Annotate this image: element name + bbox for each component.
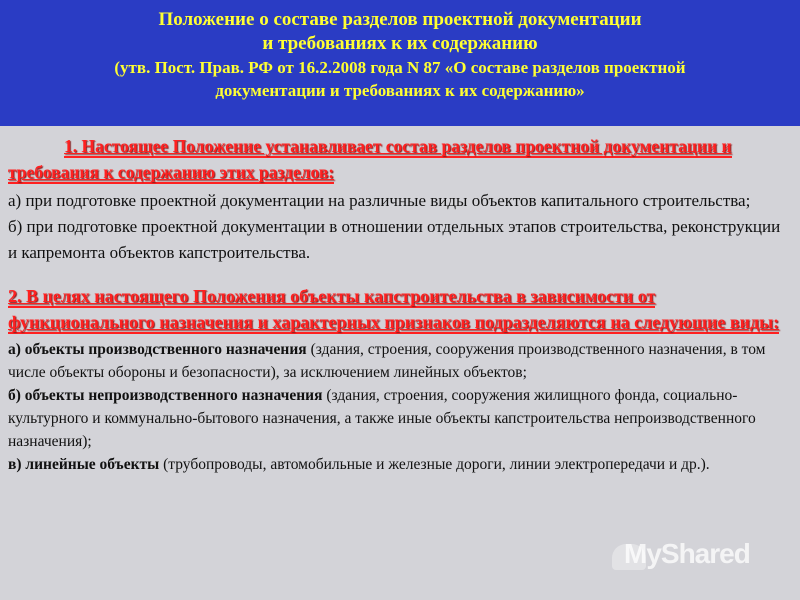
- section-2-item-b-text: (здания, строения, сооружения жилищного фонда, социально-культурного и коммунально-бытового назначения, а также иные объекты капстроительства непроизводственного назначения);: [8, 387, 756, 450]
- watermark: MyShared: [624, 538, 750, 569]
- section-2-item-a-text: (здания, строения, сооружения производственного назначения, в том числе объекты обороны и безопасности), за исключением линейных объектов;: [8, 341, 766, 381]
- section-2-item-a-label: а) объекты производственного назначения: [8, 341, 307, 358]
- section-2-item-c: [8, 453, 788, 476]
- section-2-item-b-label: б) объекты непроизводственного назначения: [8, 387, 323, 404]
- section-1-heading-wrap: [8, 134, 788, 186]
- section-2-heading: 2. В целях настоящего Положения объекты капстроительства в зависимости от функционального назначения и характерных признаков подразделяются на следующие виды:: [8, 286, 780, 332]
- title-line-2: и требованиях к их содержанию: [262, 33, 538, 54]
- slide-header: [0, 8, 800, 102]
- section-1-item-a: а) при подготовке проектной документации на различные виды объектов капитального строительства;: [8, 191, 751, 210]
- section-2-item-c-text: (трубопроводы, автомобильные и железные дороги, линии электропередачи и др.).: [159, 456, 710, 473]
- section-2-heading-wrap: [8, 284, 788, 336]
- section-2-item-c-label: в) линейные объекты: [8, 456, 160, 473]
- content-panel: [0, 126, 800, 600]
- section-2-item-a: [8, 338, 788, 384]
- title-line-1: Положение о составе разделов проектной документации: [158, 9, 642, 30]
- subtitle-line-1: (утв. Пост. Прав. РФ от 16.2.2008 года N 87 «О составе разделов проектной: [114, 58, 686, 77]
- section-2-item-b: [8, 384, 788, 453]
- section-gap: [8, 266, 788, 284]
- content-body: [8, 134, 788, 476]
- section-1-item-b: б) при подготовке проектной документации в отношении отдельных этапов строительства, реконструкции и капремонта объектов капстроительства.: [8, 217, 781, 262]
- section-1-heading: 1. Настоящее Положение устанавливает состав разделов проектной документации и требования к содержанию этих разделов:: [8, 136, 732, 182]
- subtitle-line-2: документации и требованиях к их содержанию»: [215, 81, 585, 100]
